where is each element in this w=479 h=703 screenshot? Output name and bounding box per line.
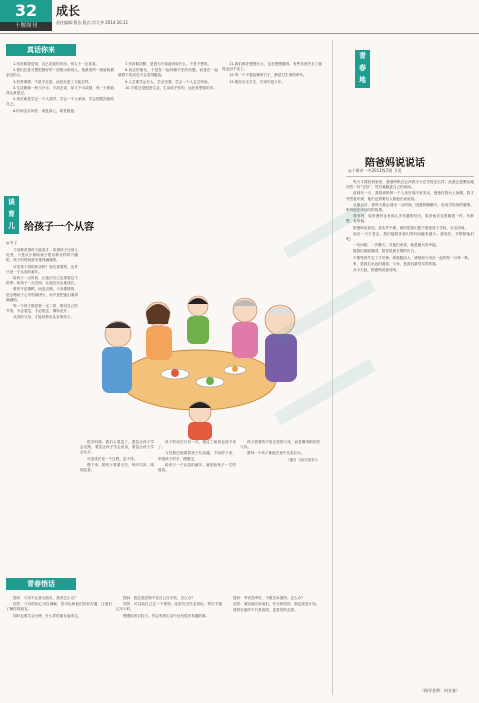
parenting-banner: 谈 育 儿 <box>4 196 19 234</box>
section-tag: 十堰周刊 <box>0 22 52 31</box>
main-article-col-3: 孩子的成长只有一次，错过了就再也回不来了。 与其焦虑地推着孩子往前跑，不如停下来，牵着孩子的手，慢慢走。 给孩子一个从容的童年，就是给孩子一生的财富。 <box>158 440 236 473</box>
mother-figure <box>146 302 172 360</box>
right-article-title: 陪爸妈说说话 <box>365 158 425 169</box>
bottom-qa-3: 提问：考试没考好，不敢告诉爸妈，怎么办？ 回答：诚实地告诉他们，并分析原因，制定改进计划。 爸妈在意的不只是成绩，更是你的态度。 <box>233 596 320 613</box>
column-title: 成长 <box>56 4 81 18</box>
truth-banner: 真话你来 <box>6 44 76 56</box>
author-tag: （推自《南方周末》） <box>285 457 320 462</box>
right-article-rule <box>346 176 474 177</box>
main-article-col-1: 父母都希望孩子能成才，希望孩子比别人优秀，于是从小就给孩子报各种各样的兴趣班，孩子的时间被安排得满满的。 可是孩子真的快乐吗？他们需要的，也许只是一个从容的童年。 给孩子一点时间，让他们自己去探索这个世界；给孩子一点空间，让他们自由地成长。 教育不是填鸭，而是点燃。父母要做的，是点燃孩子心中的那团火，而不是把他们塞得满满的。 每一个孩子都是独一无二的，都有自己的节奏，不必着急，不必焦虑，静待花开。 从容的父母，才能培养出从容的孩子。 <box>6 248 78 320</box>
right-article-byline: ◎十堰市一中2011级7班 卫昊 <box>348 168 402 173</box>
youth-banner: 青 春 地 <box>355 50 370 88</box>
top-left-column: 1.有时候我觉得，自己喜欢的东西，别人不一定喜欢。 2.我们总是习惯把最好的一面展示给别人，把最差的一面留给最亲近的人。 3.有些事情，不是不在意，而是在意了又能怎样。 4.生活就像一杯白开水，平淡无奇，却又不可或缺，每一天都值得认真度过。 5.成长就是学会一个人面对，学会一个人承担，学会把眼泪留给自己。 6.时间会告诉你，谁是真心，谁是假意。 <box>6 62 114 113</box>
child2-figure <box>187 296 209 344</box>
main-article-col-4: 孩子需要的不是完美的父母，而是懂得陪伴的父母。 愿每一个孩子都能在爱中从容长大。 （推自《南方周末》） <box>240 440 320 462</box>
bottom-qa-2: 提问：我总是控制不住自己玩手机，怎么办？ 回答：可以给自己定一个规则，比如写完作业再玩，每次不超过半小时。 慢慢培养自控力，你会发现生活中还有很多有趣的事。 <box>116 596 222 618</box>
main-article-title: 给孩子一个从容 <box>24 222 94 233</box>
bottom-qa-1: 提问：父母不让我交朋友，我该怎么办？ 回答：父母的担心可以理解，你可以和他们好好沟通，让他们了解你的朋友。 同时也要学会分辨，什么样的朋友值得交。 <box>6 596 112 618</box>
main-article-col-2: 很多时候，我们太着急了，着急让孩子学会走路，着急让孩子学会说话，着急让孩子学会认字。 可是成长是一个过程，急不得。 慢下来，陪孩子看看天空，听听鸟叫，闻闻花香。 <box>80 440 154 473</box>
page-number: 32 <box>0 0 52 22</box>
youth-whisper-banner: 青春悄话 <box>6 578 76 590</box>
grandma-figure <box>232 298 258 358</box>
top-mid-column-1: 7.有时候沉默，是因为不知道该说什么，不是不想说。 8.真正的朋友，不是在一起有聊不完的话题，而是在一起就算不说话也不会觉得尴尬。 9.人总要学会长大，学会坚强，学会一个人走过风雨。 10.不要总是抱怨生活，生活给予你的，远比你想象的多。 <box>118 62 218 90</box>
right-article-footer: （指导老师：何长春） <box>420 688 460 693</box>
main-article-byline: ◎卡子 <box>6 240 18 245</box>
header-meta: 责任编辑:曹洁 版式:肖大齐 2014.10.31 <box>56 20 129 25</box>
father-figure <box>102 321 132 393</box>
header-divider <box>0 33 479 34</box>
right-article-body: 每天下课回到家里，爸爸妈妈总会问我今天在学校怎么样，而我总是敷衍地回答一句“还好”，然后就躲进自己的房间。 直到有一天，我看到妈妈一个人坐在客厅里发呆，爸爸在阳台上抽烟，我才突然意识到，他们也需要有人陪他们说说话。 从那以后，我每天都会抽出一点时间，陪爸妈聊聊天，说说学校里的趣事，听听他们年轻时的故事。 我发现，原来爸妈也有那么多有趣的经历，原来他们也曾像我一样，有梦想，有烦恼。 陪爸妈说说话，其实并不难，难的是我们愿不愿意放下手机，走出房间。 他们一天天老去，我们能陪伴他们的时间越来越少。趁现在，多陪陪他们吧。 一句问候，一次聊天，对他们来说，就是最大的幸福。 愿我们都能懂得，陪伴是最长情的告白。 不要等到失去了才后悔，珍惜眼前人，珍惜和父母在一起的每一分每一秒。 家，是我们永远的港湾；父母，是我们最坚实的依靠。 从今天起，陪爸妈说说话吧。 <box>346 180 474 273</box>
top-mid-column-2: 11.我们都在慢慢长大，也在慢慢懂得，有些东西失去了就再也回不来了。 12.每一个不曾起舞的日子，都是对生命的辜负。 13.愿你出走半生，归来仍是少年。 <box>222 62 322 84</box>
column-separator <box>332 40 333 695</box>
